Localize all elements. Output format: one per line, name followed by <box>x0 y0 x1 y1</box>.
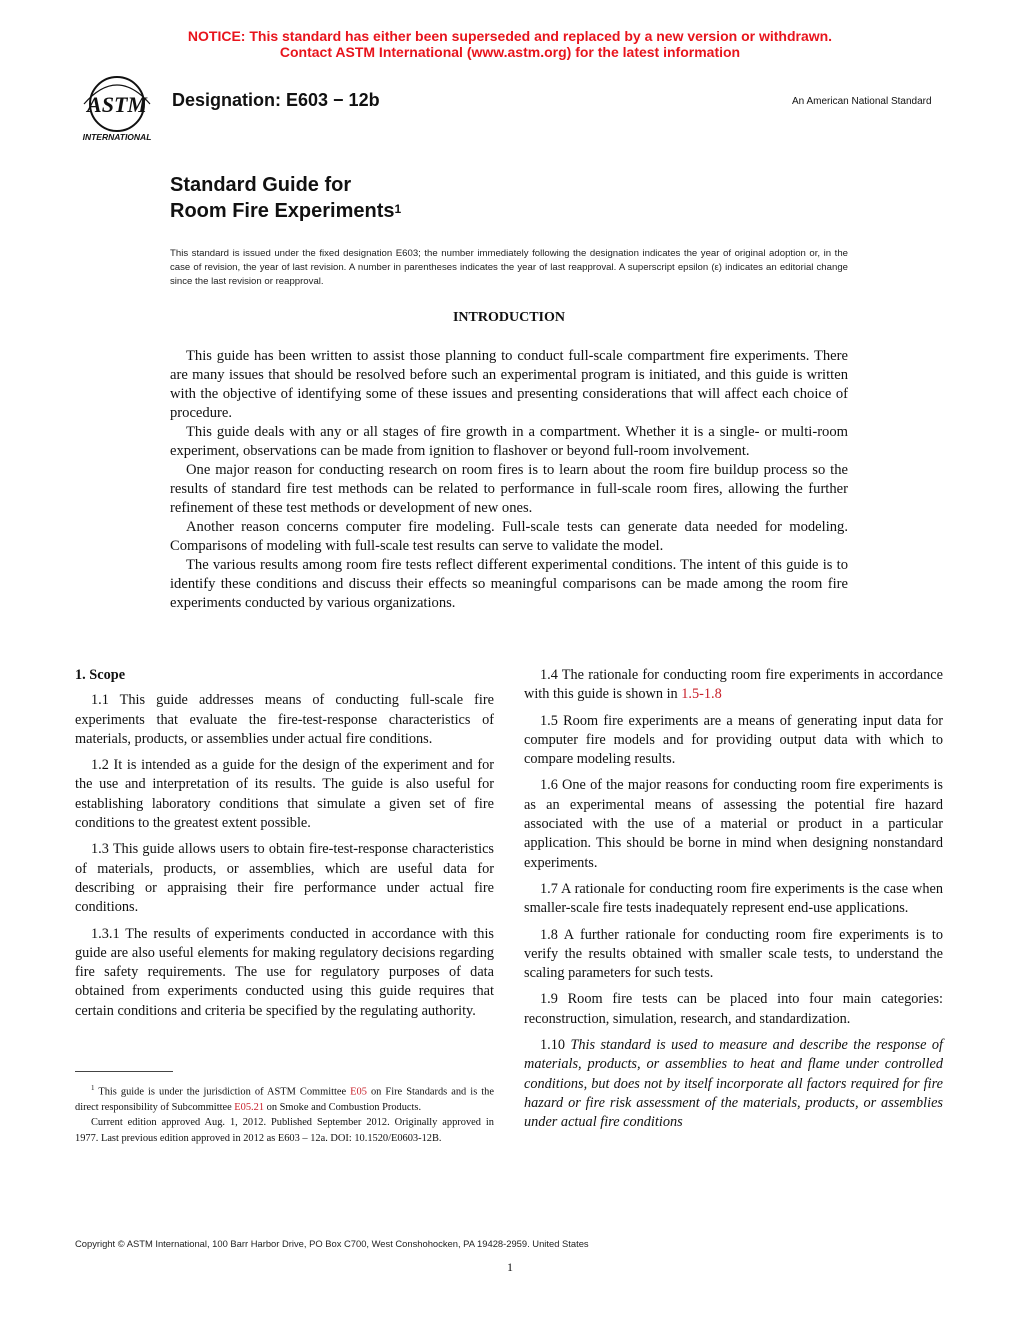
section-1-7: 1.7 A rationale for conducting room fire experiments is the case when smaller-scale fire tests inadequately represent end-use applications. <box>524 880 943 917</box>
american-national-standard-label: An American National Standard <box>792 96 932 107</box>
issued-note: This standard is issued under the fixed designation E603; the number immediately following the designation indicates the year of original adoption or, in the case of revision, the year of last revision. A number in parentheses indicates the year of last reapproval. A superscript epsilon (ε) indicates an editorial change since the last revision or reapproval. <box>170 248 848 287</box>
subcommittee-link[interactable]: E05.21 <box>234 1101 265 1113</box>
section-1-10-number: 1.10 <box>540 1037 571 1054</box>
logo-subtext: INTERNATIONAL <box>82 132 152 142</box>
footnote-mark: 1 <box>91 1084 95 1092</box>
committee-link[interactable]: E05 <box>350 1086 367 1098</box>
notice-line-1: NOTICE: This standard has either been superseded and replaced by a new version or withdrawn. <box>187 28 833 44</box>
section-1-2: 1.2 It is intended as a guide for the design of the experiment and for the use and interpretation of its results. The guide is also useful for establishing laboratory conditions that simulate a given set of fire conditions to the greatest extent possible. <box>75 757 494 832</box>
footnote-text-3: on Smoke and Combustion Products. <box>264 1101 422 1113</box>
section-1-3: 1.3 This guide allows users to obtain fire-test-response characteristics of materials, products, or assemblies, which are useful data for describing or appraising their fire performance under actual fire conditions. <box>75 841 494 916</box>
section-1-3-1: 1.3.1 The results of experiments conducted in accordance with this guide are also useful elements for making regulatory decisions regarding fire safety requirements. The use for regulatory purposes of data obtained from experiments conducted using this guide requires that certain conditions and criteria be specified by the regulating authority. <box>75 925 494 1019</box>
withdrawal-notice <box>0 28 1020 60</box>
section-1-8: 1.8 A further rationale for conducting room fire experiments is to verify the results obtained with smaller scale tests, to understand the scaling parameters for such tests. <box>524 926 943 982</box>
section-1-10 <box>524 1036 943 1132</box>
copyright: Copyright © ASTM International, 100 Barr Harbor Drive, PO Box C700, West Conshohocken, PA 19428-2959. United States <box>75 1238 589 1249</box>
introduction-heading: INTRODUCTION <box>452 310 565 325</box>
footnote-1 <box>75 1081 494 1115</box>
section-1-1: 1.1 This guide addresses means of conducting full-scale fire experiments that evaluate the fire-test-response characteristics of materials, products, or assemblies under actual fire conditions. <box>75 692 494 747</box>
section-1-4-link[interactable]: 1.5-1.8 <box>681 686 722 703</box>
scope-heading: 1. Scope <box>75 667 126 683</box>
introduction-body <box>170 347 848 613</box>
notice-line-2: Contact ASTM International (www.astm.org) for the latest information <box>279 44 741 60</box>
footnote <box>75 1081 494 1146</box>
footnote-edition: Current edition approved Aug. 1, 2012. Published September 2012. Originally approved in 1977. Last previous edition approved in 2012 as E603 – 12a. DOI: 10.1520/E0603-12B. <box>75 1117 494 1144</box>
page-number: 1 <box>507 1260 513 1274</box>
section-1-6: 1.6 One of the major reasons for conducting room fire experiments is as an experimental means of assessing the potential fire hazard associated with the use of a material or product in a particular application. This should be borne in mind when designing nonstandard experiments. <box>524 777 943 871</box>
intro-paragraph: This guide has been written to assist those planning to conduct full-scale compartment fire experiments. There are many issues that should be resolved before such an experimental program is initiated, and this guide is written with the objective of identifying some of these issues and presenting considerations that will affect each choice of procedure. <box>170 348 848 421</box>
document-title <box>170 172 401 224</box>
title-footnote-mark: 1 <box>394 202 402 216</box>
intro-paragraph: The various results among room fire tests reflect different experimental conditions. The intent of this guide is to identify these conditions and discuss their effects so meaningful comparisons can be made among the room fire experiments conducted by various organizations. <box>170 557 848 611</box>
intro-paragraph: Another reason concerns computer fire modeling. Full-scale tests can generate data needed for modeling. Comparisons of modeling with full-scale test results can serve to validate the model. <box>170 519 848 554</box>
footnote-text-1: This guide is under the jurisdiction of ASTM Committee <box>94 1086 351 1098</box>
title-line-2-text: Room Fire Experiments <box>170 200 395 222</box>
section-1-4-text: 1.4 The rationale for conducting room fire experiments in accordance with this guide is shown in <box>524 667 943 703</box>
section-1-10-text: This standard is used to measure and describe the response of materials, products, or assemblies to heat and flame under controlled conditions, but does not by itself incorporate all factors required for fire hazard or fire risk assessment of the materials, products, or assemblies under actual fire conditions <box>524 1037 944 1131</box>
footnote-text-2: on Fire Standards and is the direct responsibility of Subcommittee <box>75 1086 494 1113</box>
astm-logo-icon <box>74 74 160 144</box>
intro-paragraph: One major reason for conducting research on room fires is to learn about the room fire buildup process so the results of standard fire test methods can be related to performance in full-scale room fires, allowing the further refinement of these test methods or development of new ones. <box>170 462 848 516</box>
designation: Designation: E603 − 12b <box>172 90 380 110</box>
right-column <box>524 666 943 1140</box>
intro-paragraph: This guide deals with any or all stages of fire growth in a compartment. Whether it is a single- or multi-room experiment, observations can be made from ignition to flashover or beyond full-room involvement. <box>170 424 848 459</box>
title-line-1: Standard Guide for <box>170 174 352 196</box>
astm-logo <box>74 74 160 144</box>
footnote-divider <box>75 1071 173 1072</box>
section-1-4 <box>524 666 943 705</box>
section-1-9: 1.9 Room fire tests can be placed into four main categories: reconstruction, simulation, research, and standardization. <box>524 991 943 1027</box>
logo-letters: ASTM <box>87 92 147 117</box>
title-line-2 <box>170 198 401 224</box>
section-1-5: 1.5 Room fire experiments are a means of generating input data for computer fire models and for providing output data with which to compare modeling results. <box>524 712 943 768</box>
left-column <box>75 666 494 1028</box>
